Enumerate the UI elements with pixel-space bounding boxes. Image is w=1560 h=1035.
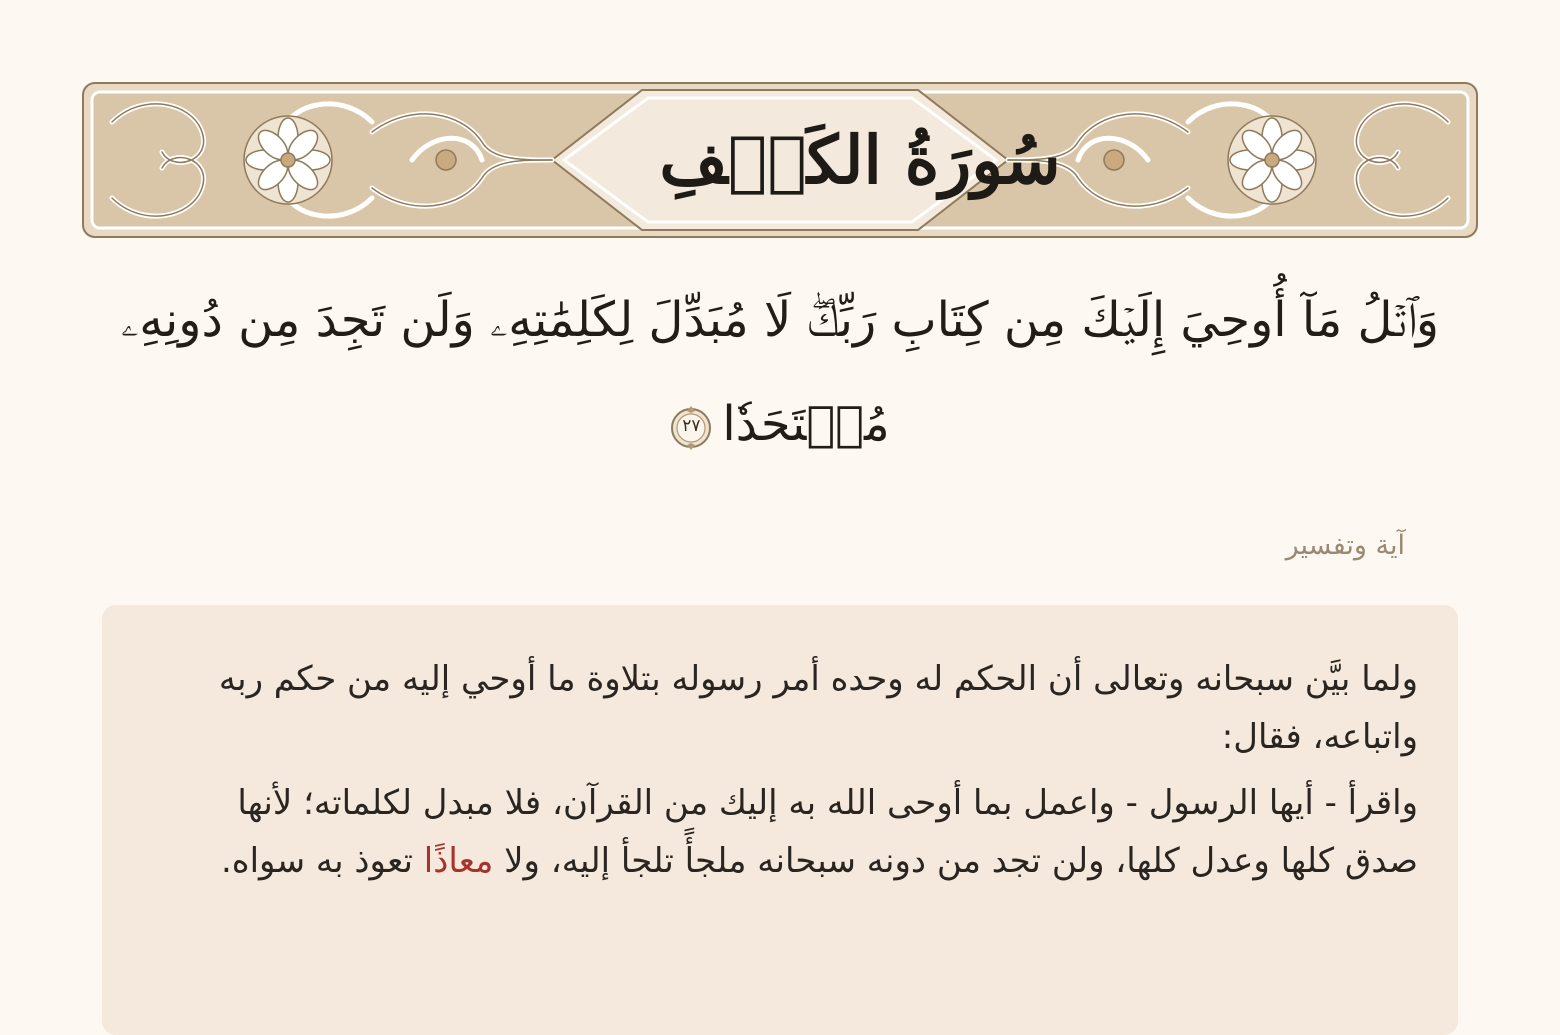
tafsir-paragraph-intro: ولما بيَّن سبحانه وتعالى أن الحكم له وحده أمر رسوله بتلاوة ما أوحي إليه من حكم ربه واتباعه، فقال: [218, 659, 1418, 757]
ayah-line-2 [120, 372, 1440, 476]
section-label-ayah-and-tafsir: آية وتفسير [1285, 530, 1405, 561]
ayah-number: ٢٧ [682, 415, 701, 436]
ayah-line-2-text: مُلۡتَحَدٗا [722, 396, 890, 452]
ayah-number-marker [670, 404, 712, 452]
tafsir-text [170, 650, 1418, 898]
tafsir-text-part1: واقرأ - أيها الرسول - واعمل بما أوحى الله به إليك من القرآن، فلا مبدل لكلماته؛ لأنها صدق كلها وعدل كلها، ولن تجد من دونه سبحانه ملجأً تلجأ إليه، ولا [237, 783, 1418, 881]
rosette-right-icon [1228, 116, 1316, 204]
highlighted-word-link[interactable]: معاذًا [423, 841, 494, 881]
rosette-left-icon [244, 116, 332, 204]
ayah-line-1: وَٱتۡلُ مَآ أُوحِيَ إِلَيۡكَ مِن كِتَابِ رَبِّكَۖ لَا مُبَدِّلَ لِكَلِمَٰتِهِۦ وَلَن تَجِدَ مِن دُونِهِۦ [120, 292, 1440, 348]
surah-header-banner [82, 82, 1478, 238]
surah-title: سُورَةُ الكَهۡفِ [659, 121, 1061, 199]
tafsir-paragraph-main [170, 774, 1418, 890]
ayah-text[interactable] [120, 268, 1440, 468]
tafsir-text-part2: تعوذ به سواه. [220, 841, 413, 881]
